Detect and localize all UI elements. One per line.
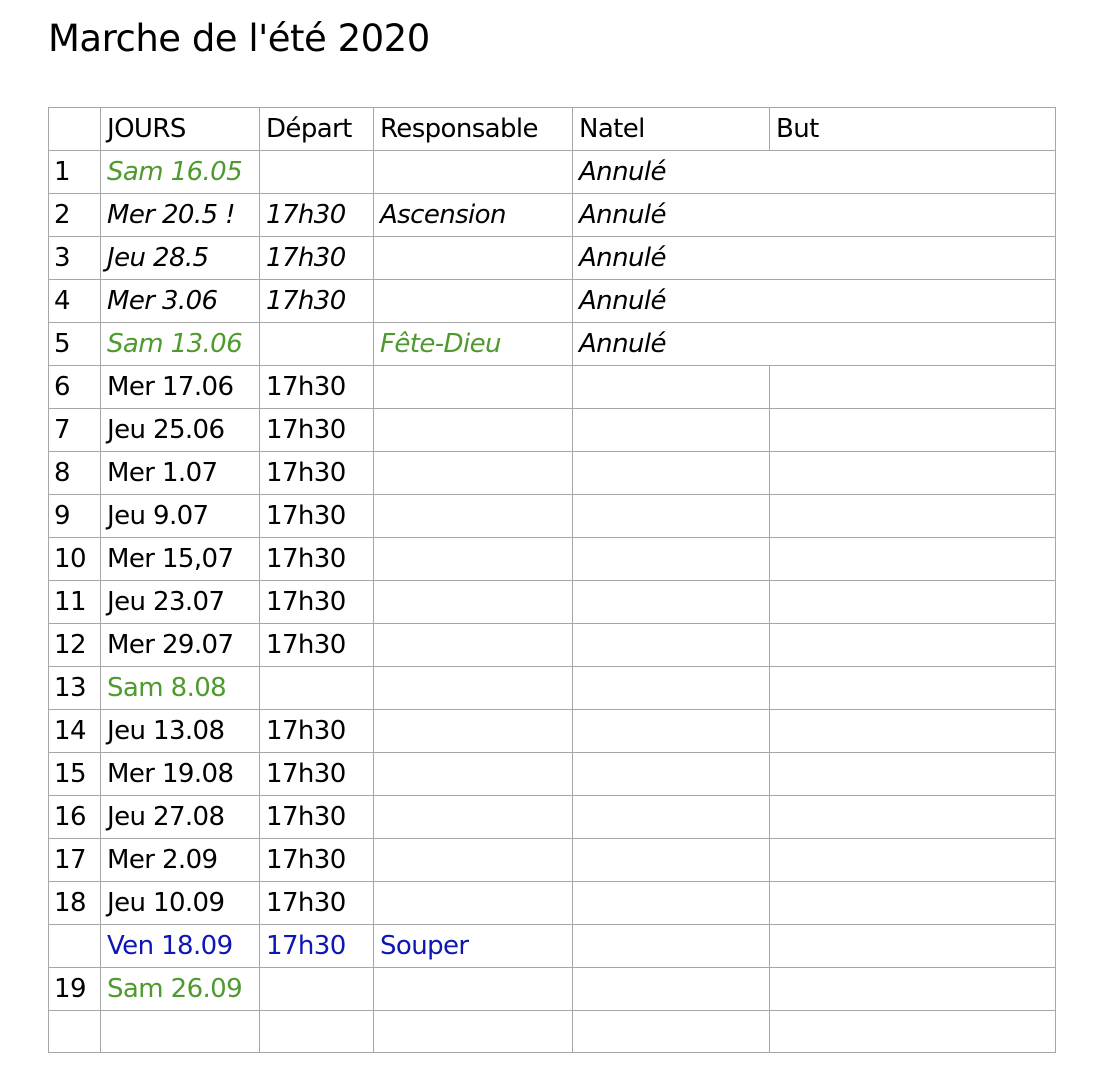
row-num: 4 xyxy=(49,280,101,323)
row-depart: 17h30 xyxy=(260,366,374,409)
row-jours: Jeu 25.06 xyxy=(101,409,260,452)
table-row xyxy=(49,495,1056,538)
row-jours: Sam 8.08 xyxy=(101,667,260,710)
row-num: 2 xyxy=(49,194,101,237)
row-num: 17 xyxy=(49,839,101,882)
row-jours: Mer 19.08 xyxy=(101,753,260,796)
row-depart: 17h30 xyxy=(260,409,374,452)
header-natel: Natel xyxy=(573,108,770,151)
row-natel xyxy=(573,753,770,796)
row-jours: Jeu 23.07 xyxy=(101,581,260,624)
table-row xyxy=(49,796,1056,839)
row-depart: 17h30 xyxy=(260,452,374,495)
row-num: 13 xyxy=(49,667,101,710)
row-but xyxy=(770,624,1056,667)
row-but xyxy=(770,968,1056,1011)
table-row xyxy=(49,323,1056,366)
header-num xyxy=(49,108,101,151)
row-depart: 17h30 xyxy=(260,925,374,968)
table-row xyxy=(49,968,1056,1011)
row-responsable xyxy=(374,151,573,194)
row-jours: Mer 3.06 xyxy=(101,280,260,323)
row-but xyxy=(770,495,1056,538)
header-but: But xyxy=(770,108,1056,151)
row-num: 18 xyxy=(49,882,101,925)
row-natel xyxy=(573,366,770,409)
row-responsable: Souper xyxy=(374,925,573,968)
row-but xyxy=(770,538,1056,581)
row-depart xyxy=(260,323,374,366)
row-depart: 17h30 xyxy=(260,753,374,796)
row-but xyxy=(770,1011,1056,1053)
row-responsable xyxy=(374,753,573,796)
row-natel xyxy=(573,409,770,452)
row-num xyxy=(49,1011,101,1053)
row-depart: 17h30 xyxy=(260,194,374,237)
header-responsable: Responsable xyxy=(374,108,573,151)
row-status-cancelled: Annulé xyxy=(573,151,1056,194)
row-natel xyxy=(573,624,770,667)
row-responsable xyxy=(374,882,573,925)
row-depart: 17h30 xyxy=(260,237,374,280)
row-depart: 17h30 xyxy=(260,280,374,323)
row-responsable xyxy=(374,667,573,710)
table-row xyxy=(49,194,1056,237)
row-num xyxy=(49,925,101,968)
row-depart: 17h30 xyxy=(260,538,374,581)
row-status-cancelled: Annulé xyxy=(573,237,1056,280)
row-num: 19 xyxy=(49,968,101,1011)
table-row xyxy=(49,710,1056,753)
row-responsable xyxy=(374,366,573,409)
row-natel xyxy=(573,839,770,882)
row-num: 14 xyxy=(49,710,101,753)
row-natel xyxy=(573,1011,770,1053)
page-title: Marche de l'été 2020 xyxy=(48,17,430,60)
schedule-table xyxy=(48,107,1056,1053)
row-natel xyxy=(573,495,770,538)
row-natel xyxy=(573,667,770,710)
table-row xyxy=(49,839,1056,882)
row-jours: Mer 15,07 xyxy=(101,538,260,581)
row-responsable xyxy=(374,538,573,581)
table-row xyxy=(49,667,1056,710)
row-but xyxy=(770,581,1056,624)
row-but xyxy=(770,710,1056,753)
table-row xyxy=(49,1011,1056,1053)
row-jours: Jeu 27.08 xyxy=(101,796,260,839)
row-responsable xyxy=(374,968,573,1011)
table-row xyxy=(49,882,1056,925)
row-num: 12 xyxy=(49,624,101,667)
table-row xyxy=(49,280,1056,323)
table-row xyxy=(49,753,1056,796)
table-row xyxy=(49,237,1056,280)
row-num: 9 xyxy=(49,495,101,538)
row-num: 6 xyxy=(49,366,101,409)
row-depart: 17h30 xyxy=(260,710,374,753)
row-jours: Jeu 9.07 xyxy=(101,495,260,538)
row-natel xyxy=(573,710,770,753)
row-but xyxy=(770,839,1056,882)
row-depart: 17h30 xyxy=(260,624,374,667)
row-natel xyxy=(573,925,770,968)
table-row xyxy=(49,624,1056,667)
row-jours: Mer 20.5 ! xyxy=(101,194,260,237)
table-row xyxy=(49,925,1056,968)
row-jours: Jeu 28.5 xyxy=(101,237,260,280)
row-depart xyxy=(260,151,374,194)
row-jours xyxy=(101,1011,260,1053)
row-natel xyxy=(573,581,770,624)
row-status-cancelled: Annulé xyxy=(573,280,1056,323)
row-num: 3 xyxy=(49,237,101,280)
row-but xyxy=(770,925,1056,968)
row-num: 10 xyxy=(49,538,101,581)
row-jours: Mer 2.09 xyxy=(101,839,260,882)
row-depart xyxy=(260,667,374,710)
table-row xyxy=(49,452,1056,495)
row-but xyxy=(770,452,1056,495)
row-depart: 17h30 xyxy=(260,796,374,839)
row-responsable xyxy=(374,237,573,280)
row-depart xyxy=(260,1011,374,1053)
table-row xyxy=(49,409,1056,452)
row-natel xyxy=(573,968,770,1011)
row-num: 11 xyxy=(49,581,101,624)
row-num: 15 xyxy=(49,753,101,796)
row-responsable xyxy=(374,710,573,753)
row-natel xyxy=(573,452,770,495)
row-num: 1 xyxy=(49,151,101,194)
row-status-cancelled: Annulé xyxy=(573,194,1056,237)
row-but xyxy=(770,409,1056,452)
row-jours: Ven 18.09 xyxy=(101,925,260,968)
row-jours: Sam 16.05 xyxy=(101,151,260,194)
row-responsable xyxy=(374,796,573,839)
table-row xyxy=(49,581,1056,624)
row-but xyxy=(770,667,1056,710)
row-responsable: Fête-Dieu xyxy=(374,323,573,366)
row-responsable xyxy=(374,452,573,495)
header-depart: Départ xyxy=(260,108,374,151)
row-depart: 17h30 xyxy=(260,495,374,538)
row-responsable xyxy=(374,495,573,538)
row-num: 8 xyxy=(49,452,101,495)
table-row xyxy=(49,151,1056,194)
row-depart: 17h30 xyxy=(260,882,374,925)
row-but xyxy=(770,882,1056,925)
row-natel xyxy=(573,796,770,839)
table-row xyxy=(49,538,1056,581)
row-num: 7 xyxy=(49,409,101,452)
row-jours: Mer 17.06 xyxy=(101,366,260,409)
row-but xyxy=(770,796,1056,839)
row-num: 5 xyxy=(49,323,101,366)
header-jours: JOURS xyxy=(101,108,260,151)
row-but xyxy=(770,753,1056,796)
row-responsable xyxy=(374,280,573,323)
header-row xyxy=(49,108,1056,151)
row-jours: Sam 26.09 xyxy=(101,968,260,1011)
row-depart: 17h30 xyxy=(260,581,374,624)
table-row xyxy=(49,366,1056,409)
row-responsable xyxy=(374,409,573,452)
row-responsable: Ascension xyxy=(374,194,573,237)
row-natel xyxy=(573,882,770,925)
row-responsable xyxy=(374,839,573,882)
row-status-cancelled: Annulé xyxy=(573,323,1056,366)
row-but xyxy=(770,366,1056,409)
row-jours: Sam 13.06 xyxy=(101,323,260,366)
row-jours: Mer 29.07 xyxy=(101,624,260,667)
row-responsable xyxy=(374,1011,573,1053)
row-jours: Jeu 13.08 xyxy=(101,710,260,753)
row-depart: 17h30 xyxy=(260,839,374,882)
row-num: 16 xyxy=(49,796,101,839)
row-jours: Mer 1.07 xyxy=(101,452,260,495)
row-depart xyxy=(260,968,374,1011)
row-natel xyxy=(573,538,770,581)
row-responsable xyxy=(374,581,573,624)
row-responsable xyxy=(374,624,573,667)
row-jours: Jeu 10.09 xyxy=(101,882,260,925)
